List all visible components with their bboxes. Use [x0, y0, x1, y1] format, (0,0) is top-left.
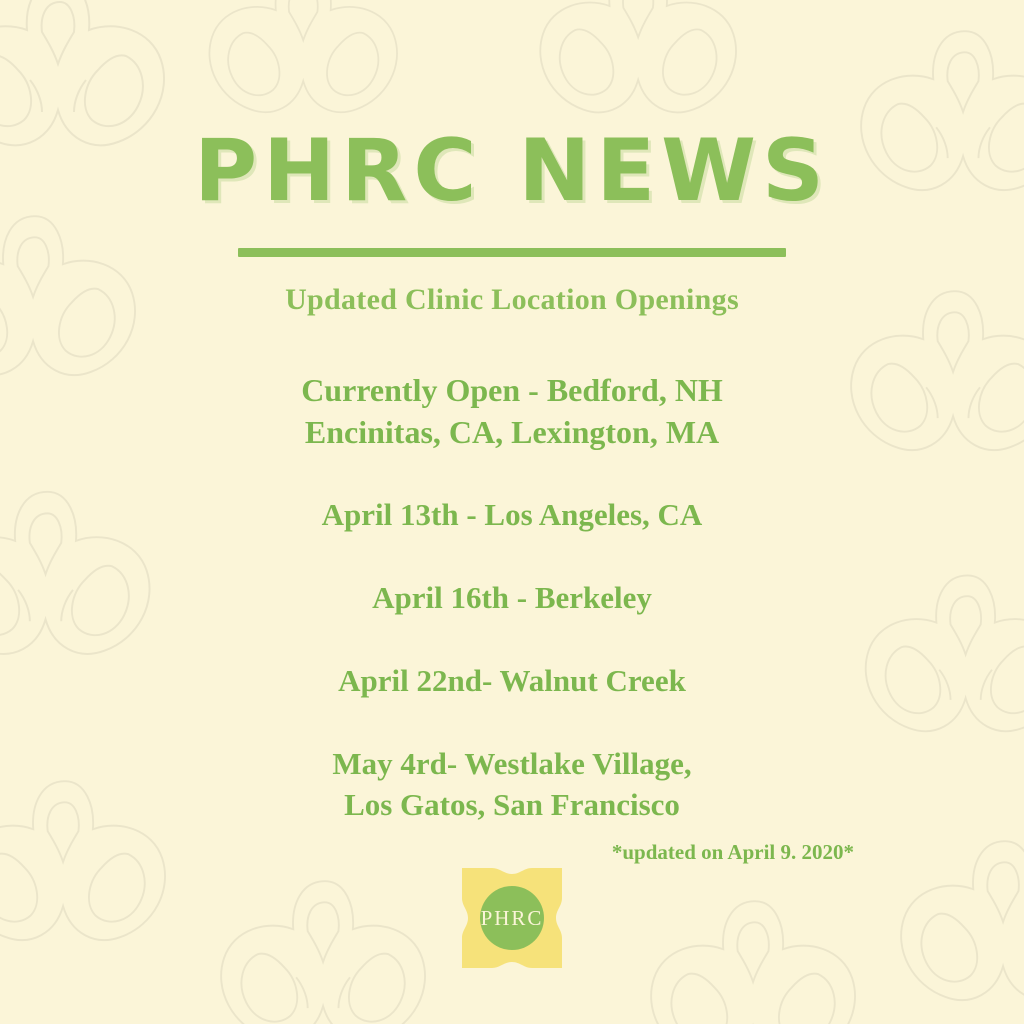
- updated-note: *updated on April 9. 2020*: [611, 840, 854, 864]
- clinic-entry-line1: Currently Open - Bedford, NH: [301, 372, 723, 408]
- clinic-entry: [0, 744, 1024, 826]
- clinic-entry-line2: Los Gatos, San Francisco: [344, 787, 680, 823]
- clinic-entry-line1: April 13th - Los Angeles, CA: [321, 497, 703, 533]
- phrc-logo: [442, 848, 582, 988]
- logo-text: PHRC: [480, 905, 544, 930]
- clinic-entry: [0, 369, 1024, 453]
- page-title: PHRC NEWS: [194, 121, 830, 221]
- clinic-entry: [0, 578, 1024, 619]
- clinic-entry-line1: April 22nd- Walnut Creek: [338, 663, 686, 699]
- poster-subtitle: Updated Clinic Location Openings: [285, 283, 739, 316]
- clinic-entry-line1: May 4rd- Westlake Village,: [332, 746, 692, 782]
- clinic-entry: [0, 661, 1024, 702]
- clinic-entry: [0, 495, 1024, 536]
- clinic-entry-line1: April 16th - Berkeley: [372, 580, 652, 616]
- title-divider: [238, 248, 786, 257]
- clinic-entry-line2: Encinitas, CA, Lexington, MA: [304, 414, 720, 451]
